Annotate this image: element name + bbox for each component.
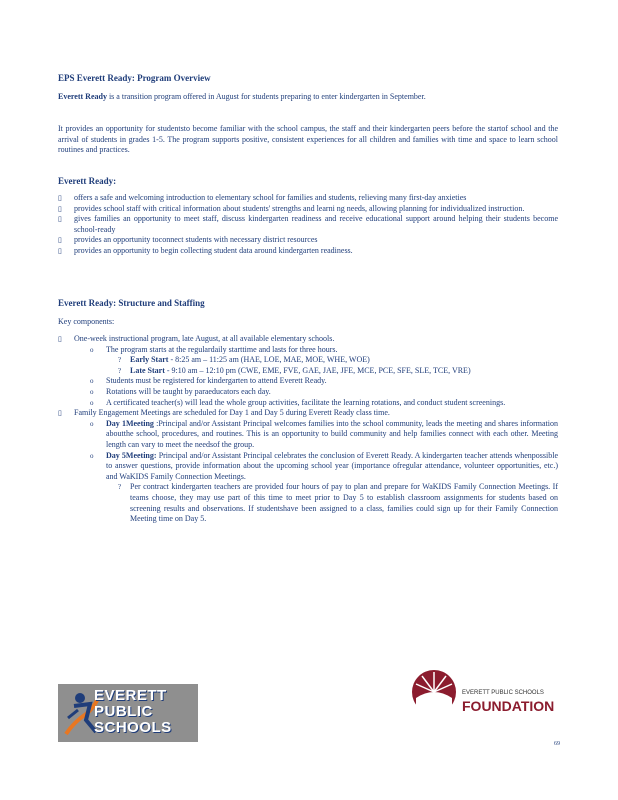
everett-public-schools-logo (58, 684, 198, 742)
list-item: o Students must be registered for kindergarten to attend Everett Ready. (90, 376, 327, 386)
list-item: o Rotations will be taught by paraeducators each day. (90, 386, 271, 396)
square-bullet-icon: ▯ (58, 215, 62, 224)
list-item: ? Early Start - 8:25 am – 11:25 am (HAE, LOE, MAE, MOE, WHE, WOE) (118, 355, 370, 365)
list-item: o The program starts at the regulardaily starttime and lasts for three hours. (90, 344, 338, 354)
intro-paragraph-2: It provides an opportunity for studentsto become familiar with the school campus, the staff and their kindergarten peers before the startof school and the arrival of students in grades 1-5. The program supports positive, consistent experiences for all children and families with time and space to learn school routines and practices. (58, 124, 558, 155)
structure-heading: Everett Ready: Structure and Staffing (58, 298, 205, 308)
page-title: EPS Everett Ready: Program Overview (58, 73, 211, 83)
foundation-line-1: EVERETT PUBLIC SCHOOLS (462, 690, 544, 696)
arrow-bullet-icon: ? (118, 366, 122, 375)
sunburst-logo-icon (410, 668, 458, 716)
square-bullet-icon: ▯ (58, 236, 62, 245)
list-item: ▯ Family Engagement Meetings are scheduled for Day 1 and Day 5 during Everett Ready class time. (58, 408, 390, 418)
square-bullet-icon: ▯ (58, 409, 62, 418)
circle-bullet-icon: o (90, 419, 94, 428)
list-item: o Day 1Meeting :Principal and/or Assistant Principal welcomes families into the school community, leads the meeting and shares information aboutthe school, procedures, and routines. This is an opportunity to build community and help families connect with each other. Meeting length can vary to meet the needsof the group. (90, 418, 559, 449)
square-bullet-icon: ▯ (58, 246, 62, 255)
list-item: ▯ gives families an opportunity to meet staff, discuss kindergarten readiness and receive educational support around helping their students become school-ready (58, 214, 558, 234)
arrow-bullet-icon: ? (118, 356, 122, 365)
list-item: ? Per contract kindergarten teachers are provided four hours of pay to plan and prepare for WaKIDS Family Connection Meetings. If teams choose, they may use part of this time to meet prior to Day 5 to establish classroom assignments for students based on screening results and observations. If studentshave been assigned to a class, families could sign up for their Family Connection Meeting time on Day 5. (118, 482, 558, 524)
square-bullet-icon: ▯ (58, 335, 62, 343)
list-item: ▯ provides an opportunity toconnect students with necessary district resources (58, 235, 318, 245)
list-item: ? Late Start - 9:10 am – 12:10 pm (CWE, EME, FVE, GAE, JAE, JFE, MCE, PCE, SFE, SLE, TCE, VRE) (118, 365, 471, 375)
page-number: 69 (554, 741, 560, 747)
list-item: ▯ provides an opportunity to begin collecting student data around kindergarten readiness. (58, 245, 353, 255)
logo-line-2: PUBLIC (94, 703, 153, 720)
intro-text-1: is a transition program offered in August for students preparing to enter kindergarten in September. (108, 92, 426, 101)
intro-lead: Everett Ready (58, 92, 107, 101)
arrow-bullet-icon: ? (118, 483, 122, 492)
intro-paragraph-1 (58, 92, 558, 103)
list-item: o A certificated teacher(s) will lead the whole group activities, facilitate the learning rotations, and conduct student screenings. (90, 397, 506, 407)
circle-bullet-icon: o (90, 451, 94, 460)
foundation-line-2: FOUNDATION (462, 698, 555, 714)
circle-bullet-icon: o (90, 398, 94, 407)
list-item: ▯ One-week instructional program, late August, at all available elementary schools. (58, 334, 335, 343)
foundation-logo (410, 668, 560, 716)
circle-bullet-icon: o (90, 377, 94, 386)
circle-bullet-icon: o (90, 345, 94, 354)
key-components-label: Key components: (58, 317, 115, 326)
ready-list (58, 193, 558, 257)
square-bullet-icon: ▯ (58, 194, 62, 202)
structure-list (58, 334, 558, 525)
list-item: ▯ provides school staff with critical information about students' strengths and learni ng needs, allowing planning for individualized instruction. (58, 203, 525, 213)
logo-line-3: SCHOOLS (94, 719, 172, 736)
list-item: o Day 5Meeting: Principal and/or Assistant Principal celebrates the conclusion of Everett Ready. A kindergarten teacher attends whenpossible to answer questions, provide information about the upcoming school year (importance ofregular attendance, volunteer opportunities, etc.) and WaKIDS Family Connection Meetings. (90, 450, 559, 481)
ready-heading: Everett Ready: (58, 176, 117, 186)
circle-bullet-icon: o (90, 387, 94, 396)
list-item: ▯ offers a safe and welcoming introduction to elementary school for families and students, relieving many first-day anxieties (58, 193, 467, 202)
square-bullet-icon: ▯ (58, 204, 62, 213)
logo-line-1: EVERETT (94, 687, 167, 704)
